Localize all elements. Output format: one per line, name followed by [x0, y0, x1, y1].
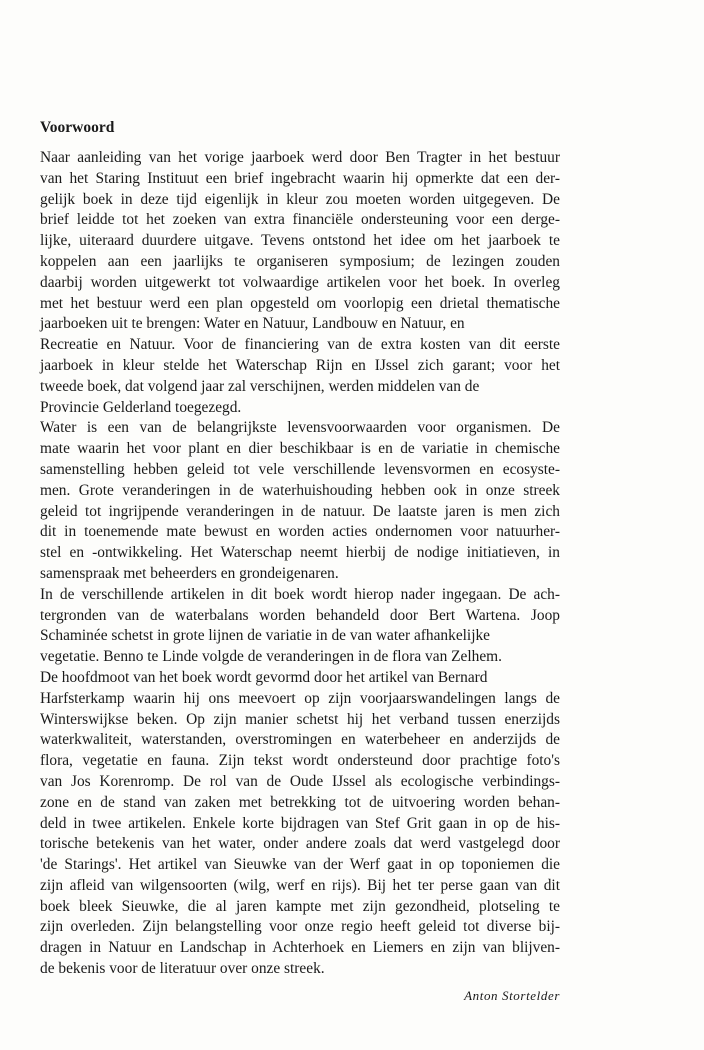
- text-line: stel en -ontwikkeling. Het Waterschap neemt hierbij de nodige initiatieven, in: [40, 544, 560, 562]
- text-line: Recreatie en Natuur. Voor de financiering van de extra kosten van dit eerste: [40, 336, 560, 354]
- text-line: van Jos Korenromp. De rol van de Oude IJssel als ecologische verbindings-: [40, 772, 560, 790]
- text-line: 'de Starings'. Het artikel van Sieuwke van der Werf gaat in op toponiemen die: [40, 856, 560, 874]
- text-line: mate waarin het voor plant en dier beschikbaar is en de variatie in chemische: [40, 440, 560, 458]
- text-line: De hoofdmoot van het boek wordt gevormd door het artikel van Bernard: [40, 668, 488, 686]
- text-line: dragen in Natuur en Landschap in Achterhoek en Liemers en zijn van blijven-: [40, 939, 560, 957]
- body-text: [40, 148, 560, 980]
- document-page: [40, 118, 560, 1004]
- text-line: In de verschillende artikelen in dit boek wordt hierop nader ingegaan. De ach-: [40, 585, 560, 603]
- text-line: Naar aanleiding van het vorige jaarboek werd door Ben Tragter in het bestuur: [40, 149, 560, 166]
- text-line: brief leidde tot het zoeken van extra financiële ondersteuning voor een derge-: [40, 211, 560, 229]
- text-line: zijn afleid van wilgensoorten (wilg, werf en rijs). Bij het ter perse gaan van dit: [40, 876, 560, 894]
- text-line: Provincie Gelderland toegezegd.: [40, 398, 242, 416]
- text-line: waterkwaliteit, waterstanden, overstromingen en waterbeheer en anderzijds de: [40, 731, 560, 749]
- text-line: Harfsterkamp waarin hij ons meevoert op zijn voorjaarswandelingen langs de: [40, 689, 560, 707]
- text-line: Water is een van de belangrijkste levensvoorwaarden voor organismen. De: [40, 419, 560, 437]
- text-line: boek bleek Sieuwke, die al jaren kampte met zijn gezondheid, plotseling te: [40, 897, 560, 915]
- text-line: torische betekenis van het water, onder andere zoals dat werd vastgelegd door: [40, 835, 560, 853]
- text-line: tergronden van de waterbalans worden behandeld door Bert Wartena. Joop: [40, 606, 560, 624]
- text-line: samenstelling hebben geleid tot vele verschillende levensvormen en ecosyste-: [40, 460, 560, 478]
- author-signature: Anton Stortelder: [464, 987, 560, 1003]
- text-line: van het Staring Instituut een brief ingebracht waarin hij opmerkte dat een der-: [40, 169, 560, 187]
- text-line: lijke, uiteraard duurdere uitgave. Tevens ontstond het idee om het jaarboek te: [40, 232, 560, 250]
- page-title: Voorwoord: [40, 119, 115, 136]
- text-line: de bekenis voor de literatuur over onze streek.: [40, 960, 325, 978]
- text-line: jaarboeken uit te brengen: Water en Natuur, Landbouw en Natuur, en: [40, 315, 465, 333]
- text-line: dit in toenemende mate bewust en worden acties ondernomen voor natuurher-: [40, 523, 560, 541]
- text-line: men. Grote veranderingen in de waterhuishouding hebben ook in onze streek: [40, 481, 560, 499]
- text-line: deld in twee artikelen. Enkele korte bijdragen van Stef Grit gaan in op de his-: [40, 814, 560, 832]
- text-line: vegetatie. Benno te Linde volgde de veranderingen in de flora van Zelhem.: [40, 648, 502, 666]
- text-line: geleid tot ingrijpende veranderingen in de natuur. De laatste jaren is men zich: [40, 502, 560, 520]
- text-line: koppelen aan een jaarlijks te organiseren symposium; de lezingen zouden: [40, 252, 560, 270]
- text-line: flora, vegetatie en fauna. Zijn tekst wordt ondersteund door prachtige foto's: [40, 752, 560, 770]
- text-line: met het bestuur werd een plan opgesteld om voorlopig een drietal thematische: [40, 294, 560, 312]
- text-line: Schaminée schetst in grote lijnen de variatie in de van water afhankelijke: [40, 627, 491, 645]
- text-line: samenspraak met beheerders en grondeigenaren.: [40, 564, 339, 582]
- text-line: tweede boek, dat volgend jaar zal verschijnen, werden middelen van de: [40, 377, 480, 395]
- text-line: gelijk boek in deze tijd eigenlijk in kleur zou moeten worden uitgegeven. De: [40, 190, 560, 208]
- text-line: jaarboek in kleur stelde het Waterschap Rijn en IJssel zich garant; voor het: [40, 356, 560, 374]
- text-line: Winterswijkse beken. Op zijn manier schetst hij het verband tussen enerzijds: [40, 710, 560, 728]
- text-line: daarbij worden uitgewerkt tot volwaardige artikelen voor het boek. In overleg: [40, 273, 560, 291]
- text-line: zone en de stand van zaken met betrekking tot de uitvoering worden behan-: [40, 793, 560, 811]
- text-line: zijn overleden. Zijn belangstelling voor onze regio heeft geleid tot diverse bij-: [40, 918, 560, 936]
